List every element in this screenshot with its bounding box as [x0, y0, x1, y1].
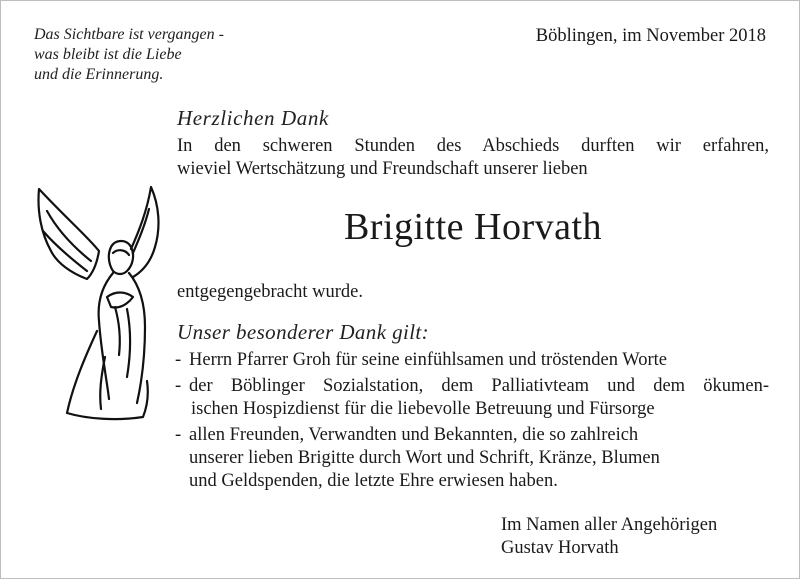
motto-line: was bleibt ist die Liebe	[34, 46, 182, 63]
list-item	[175, 424, 769, 493]
deceased-name: Brigitte Horvath	[343, 206, 603, 248]
thanks-heading: Herzlichen Dank	[177, 106, 329, 130]
list-line: Herrn Pfarrer Groh für seine einfühlsamen und tröstenden Worte	[189, 350, 667, 370]
list-dash: -	[175, 425, 182, 445]
list-item	[175, 349, 769, 372]
signature	[501, 514, 717, 560]
list-dash: -	[175, 376, 182, 396]
list-line: ischen Hospizdienst für die liebevolle Betreuung und Fürsorge	[191, 399, 655, 419]
intro-line: wieviel Wertschätzung und Freundschaft unserer lieben	[177, 159, 588, 179]
signature-name: Gustav Horvath	[501, 538, 619, 558]
list-line: der Böblinger Sozialstation, dem Palliativteam und dem ökumen-	[189, 376, 769, 396]
list-line: und Geldspenden, die letzte Ehre erwiesen haben.	[189, 471, 558, 491]
angel-icon	[27, 181, 167, 431]
list-line: unserer lieben Brigitte durch Wort und Schrift, Kränze, Blumen	[189, 448, 660, 468]
list-dash: -	[175, 350, 182, 370]
special-thanks-heading: Unser besonderer Dank gilt:	[177, 320, 430, 344]
motto-line: Das Sichtbare ist vergangen -	[34, 26, 224, 43]
thanks-list	[175, 349, 769, 496]
list-item	[175, 375, 769, 421]
signature-line: Im Namen aller Angehörigen	[501, 515, 718, 535]
motto-line: und die Erinnerung.	[34, 66, 164, 83]
place-date: Böblingen, im November 2018	[535, 26, 766, 46]
list-line: allen Freunden, Verwandten und Bekannten, die so zahlreich	[189, 425, 639, 445]
after-name-text: entgegengebracht wurde.	[177, 282, 363, 302]
intro-text	[177, 135, 769, 181]
motto	[34, 25, 224, 85]
intro-line: In den schweren Stunden des Abschieds durften wir erfahren,	[177, 136, 769, 156]
